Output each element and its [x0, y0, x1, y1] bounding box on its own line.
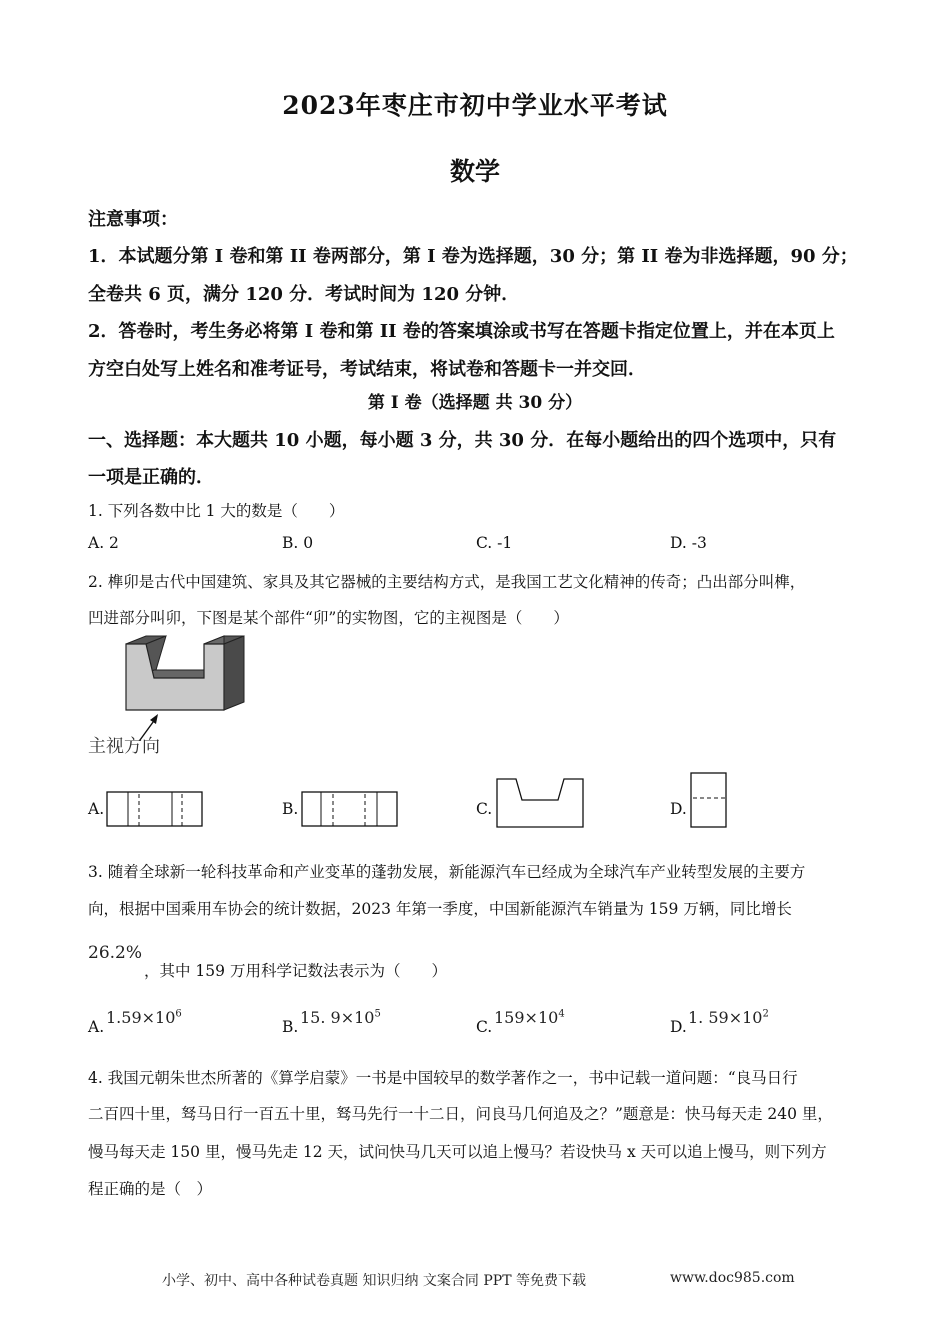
section-instruction-line2: 一项是正确的．: [88, 467, 214, 488]
q3-option-b-value: 15. $9\times 10^5$: [300, 1008, 381, 1027]
q1-option-b: B. 0: [282, 534, 314, 552]
q4-line3: 慢马每天走 150 里，慢马先走 12 天，试问快马几天可以追上慢马？若设快马 x 天可以追上慢马，则下列方: [88, 1143, 827, 1161]
notice-item1-line2: 全卷共 6 页，满分 120 分．考试时间为 120 分钟．: [88, 284, 520, 305]
footer-url[interactable]: www.doc985.com: [670, 1270, 795, 1286]
page-title: 2023年枣庄市初中学业水平考试: [282, 91, 668, 120]
q2-option-a-figure: [106, 791, 204, 829]
notice-item1-line1: 1．本试题分第 I 卷和第 II 卷两部分，第 I 卷为选择题，30 分；第 II 卷为非选择题，90 分；: [88, 246, 858, 267]
view-direction-label: 主视方向: [88, 736, 160, 757]
notice-item2-line1: 2．答卷时，考生务必将第 I 卷和第 II 卷的答案填涂或书写在答题卡指定位置上，并在本页上: [88, 321, 835, 342]
q2-option-d-label: D.: [670, 800, 687, 818]
section-heading: 第 I 卷（选择题 共 30 分）: [367, 393, 583, 413]
q2-stem-line2: 凹进部分叫卯，下图是某个部件“卯”的实物图，它的主视图是（ ）: [88, 609, 569, 627]
q2-option-d-figure: [690, 772, 730, 830]
q1-stem: 1. 下列各数中比 1 大的数是（ ）: [88, 502, 345, 520]
mortise-block-figure: [118, 632, 258, 747]
footer-text: 小学、初中、高中各种试卷真题 知识归纳 文案合同 PPT 等免费下载: [162, 1273, 586, 1289]
q4-line1: 4. 我国元朝朱世杰所著的《算学启蒙》一书是中国较早的数学著作之一，书中记载一道问题：“良马日行: [88, 1069, 798, 1087]
q2-option-b-label: B.: [282, 800, 299, 818]
notice-heading: 注意事项：: [88, 209, 178, 230]
notice-item2-line2: 方空白处写上姓名和准考证号，考试结束，将试卷和答题卡一并交回．: [88, 359, 646, 380]
q3-option-c-value: $159\times 10^4$: [494, 1008, 565, 1027]
q1-option-d: D. -3: [670, 534, 707, 552]
q3-percent: 26.2%: [88, 943, 143, 963]
q2-option-b-figure: [301, 791, 399, 829]
q2-option-c-figure: [496, 778, 586, 830]
q3-stem-line3: ，其中 159 万用科学记数法表示为（ ）: [144, 962, 447, 980]
section-instruction-line1: 一、选择题：本大题共 10 小题，每小题 3 分，共 30 分．在每小题给出的四个选项中，只有: [88, 430, 837, 451]
q3-option-a-label: A.: [88, 1018, 105, 1036]
q4-line2: 二百四十里，驽马日行一百五十里，驽马先行一十二日，问良马几何追及之？”题意是：快马每天走 240 里，: [88, 1105, 833, 1123]
q1-option-c: C. -1: [476, 534, 513, 552]
q3-option-a-value: $1.59\times 10^6$: [106, 1008, 182, 1027]
q2-stem-line1: 2. 榫卯是古代中国建筑、家具及其它器械的主要结构方式，是我国工艺文化精神的传奇；凸出部分叫榫，: [88, 573, 806, 591]
q1-option-a: A. 2: [88, 534, 119, 552]
subject-title: 数学: [449, 157, 500, 186]
q3-option-d-value: 1. $59\times 10^2$: [688, 1008, 769, 1027]
q3-option-d-label: D.: [670, 1018, 687, 1036]
q3-option-b-label: B.: [282, 1018, 299, 1036]
q3-option-c-label: C.: [476, 1018, 493, 1036]
q3-stem-line2: 向，根据中国乘用车协会的统计数据，2023 年第一季度，中国新能源汽车销量为 159 万辆，同比增长: [88, 900, 792, 918]
q2-option-a-label: A.: [88, 800, 105, 818]
q2-option-c-label: C.: [476, 800, 493, 818]
q3-stem-line1: 3. 随着全球新一轮科技革命和产业变革的蓬勃发展，新能源汽车已经成为全球汽车产业转型发展的主要方: [88, 863, 806, 881]
q4-line4: 程正确的是（ ）: [88, 1180, 213, 1198]
